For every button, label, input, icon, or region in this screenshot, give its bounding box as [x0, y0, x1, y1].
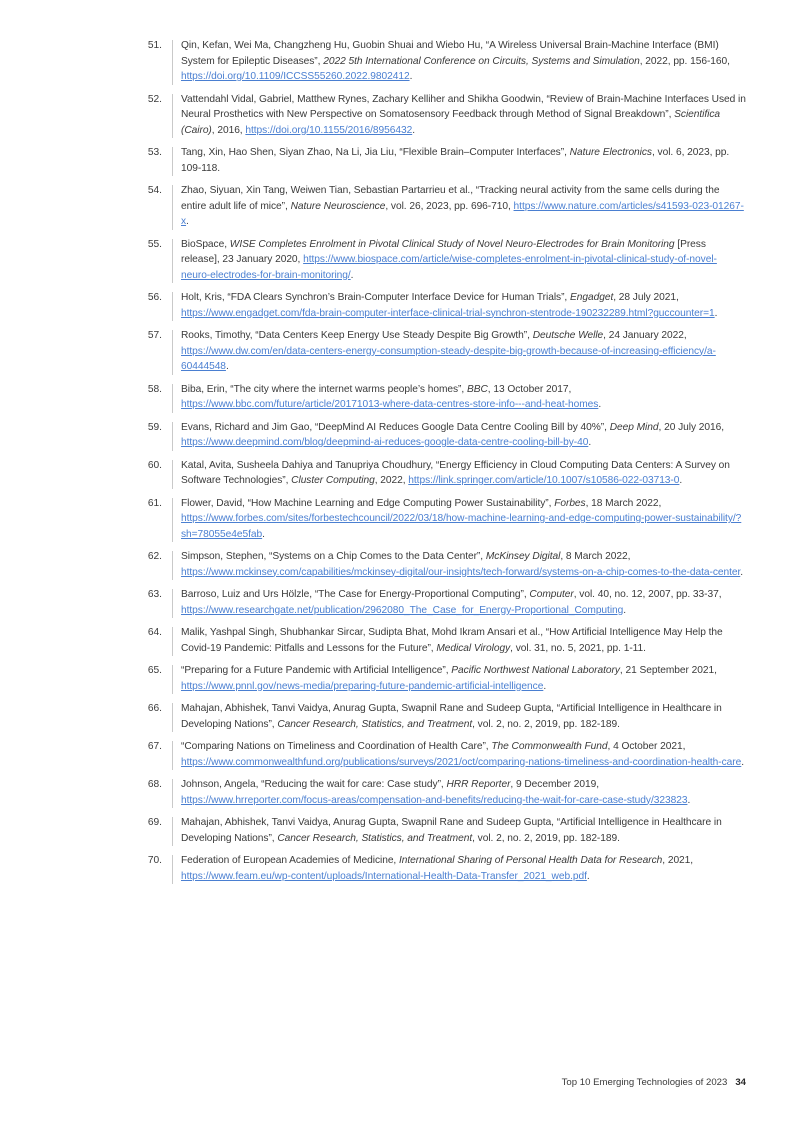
reference-item	[0, 777, 793, 808]
reference-text	[173, 549, 746, 580]
reference-link[interactable]: https://www.researchgate.net/publication/2962080_The_Case_for_Energy-Proportional_Computing	[181, 604, 624, 616]
reference-text-segment: , 20 July 2016,	[658, 421, 725, 433]
reference-text	[173, 739, 746, 770]
reference-text	[173, 420, 746, 451]
reference-item	[0, 549, 793, 580]
reference-text-segment: Holt, Kris, “FDA Clears Synchron’s Brain-Computer Interface Device for Human Trials”,	[181, 292, 570, 303]
reference-source-title: Medical Virology	[436, 642, 511, 654]
reference-text-segment: .	[350, 269, 354, 281]
reference-text-segment: , 18 March 2022,	[585, 497, 662, 509]
reference-number: 69.	[147, 817, 162, 828]
reference-text-segment: Flower, David, “How Machine Learning and Edge Computing Power Sustainability”,	[181, 497, 555, 509]
reference-number: 63.	[147, 589, 162, 600]
reference-link[interactable]: https://www.pnnl.gov/news-media/preparing-future-pandemic-artificial-intelligence	[181, 680, 544, 692]
reference-text-segment: .	[623, 604, 627, 616]
reference-number: 56.	[147, 292, 162, 303]
reference-text-segment: Malik, Yashpal Singh, Shubhankar Sircar, Sudipta Bhat, Mohd Ikram Ansari et al., “How Artificial Intelligence May Help the Covid-19 Pandemic: Pitfalls and Lessons for the Future”,	[181, 627, 723, 654]
reference-item	[0, 739, 793, 770]
reference-source-title: Cluster Computing	[291, 475, 375, 486]
reference-text-segment: BioSpace,	[181, 238, 230, 250]
reference-number: 65.	[147, 665, 162, 676]
reference-source-title: Nature Electronics	[569, 147, 652, 158]
reference-text	[173, 701, 746, 732]
reference-text-segment: .	[687, 794, 691, 806]
reference-source-title: Engadget	[570, 292, 614, 303]
reference-link[interactable]: https://doi.org/10.1109/ICCSS55260.2022.9802412	[181, 71, 410, 82]
reference-text-segment: .	[740, 566, 744, 578]
reference-number: 53.	[147, 147, 162, 158]
reference-item	[0, 145, 793, 176]
reference-number: 62.	[147, 551, 162, 562]
reference-text-segment: , vol. 26, 2023, pp. 696-710,	[385, 200, 514, 212]
reference-number: 54.	[147, 185, 162, 196]
reference-text-segment: , 2016,	[211, 124, 246, 136]
reference-text-segment: , 21 September 2021,	[619, 665, 717, 676]
reference-number: 57.	[147, 330, 162, 341]
reference-text	[173, 815, 746, 846]
reference-item	[0, 328, 793, 375]
reference-item	[0, 237, 793, 284]
reference-text-segment: .	[409, 71, 413, 82]
reference-text-segment: .	[588, 437, 592, 448]
reference-text-segment: Tang, Xin, Hao Shen, Siyan Zhao, Na Li, Jia Liu, “Flexible Brain–Computer Interfaces”,	[181, 147, 570, 158]
reference-text	[173, 382, 746, 413]
reference-source-title: Cancer Research, Statistics, and Treatment	[277, 718, 473, 730]
reference-link[interactable]: https://www.bbc.com/future/article/20171013-where-data-centres-store-info---and-heat-homes	[181, 399, 599, 410]
reference-link[interactable]: https://www.feam.eu/wp-content/uploads/International-Health-Data-Transfer_2021_web.pdf	[181, 870, 587, 882]
reference-text-segment: Katal, Avita, Susheela Dahiya and Tanupriya Choudhury, “Energy Efficiency in Cloud Computing Data Centers: A Survey on Software Technologies”,	[181, 459, 730, 486]
reference-text-segment: , 4 October 2021,	[607, 741, 686, 752]
reference-text-segment: , vol. 6, 2023, pp. 109-118.	[181, 147, 730, 174]
reference-text-segment: Johnson, Angela, “Reducing the wait for care: Case study”,	[181, 779, 447, 790]
reference-item	[0, 701, 793, 732]
reference-source-title: Nature Neuroscience	[290, 200, 386, 212]
reference-text-segment: .	[586, 870, 590, 882]
reference-item	[0, 663, 793, 694]
reference-number: 70.	[147, 855, 162, 866]
reference-link[interactable]: https://doi.org/10.1155/2016/8956432	[245, 124, 413, 136]
reference-text-segment: , 2021,	[662, 855, 694, 866]
reference-item	[0, 382, 793, 413]
reference-text-segment: , 2022, pp. 156-160,	[639, 55, 730, 67]
reference-item	[0, 290, 793, 321]
reference-number: 52.	[147, 93, 162, 105]
reference-text	[173, 328, 746, 375]
reference-link[interactable]: https://www.engadget.com/fda-brain-computer-interface-clinical-trial-synchron-stentrode-190232289.html?guccounter=1	[181, 307, 715, 319]
reference-text	[173, 458, 746, 489]
reference-link[interactable]: https://link.springer.com/article/10.1007/s10586-022-03713-0	[408, 475, 680, 486]
reference-number: 59.	[147, 421, 162, 433]
reference-item	[0, 815, 793, 846]
reference-text-segment: “Preparing for a Future Pandemic with Artificial Intelligence”,	[181, 665, 452, 676]
reference-text-segment: , vol. 40, no. 12, 2007, pp. 33-37,	[573, 589, 722, 600]
reference-text-segment: , 24 January 2022,	[603, 330, 687, 341]
reference-source-title: 2022 5th International Conference on Circuits, Systems and Simulation	[323, 55, 640, 67]
reference-item	[0, 587, 793, 618]
reference-text-segment: .	[679, 475, 683, 486]
reference-text-segment: .	[412, 124, 415, 136]
reference-text	[173, 853, 746, 884]
reference-text	[173, 625, 746, 656]
footer-report-title: Top 10 Emerging Technologies of 2023	[561, 1077, 728, 1088]
reference-list	[0, 38, 793, 891]
reference-number: 66.	[147, 703, 162, 714]
reference-text-segment: .	[262, 528, 265, 540]
reference-number: 61.	[147, 497, 162, 509]
reference-text-segment: Vattendahl Vidal, Gabriel, Matthew Rynes, Zachary Kelliher and Shikha Goodwin, “Review of Brain-Machine Interfaces Used in Neural Prosthetics with New Perspective on Somatosensory Feedback through Method of Signal Breakdown”,	[181, 93, 746, 120]
reference-item	[0, 38, 793, 85]
reference-text-segment: Simpson, Stephen, “Systems on a Chip Comes to the Data Center”,	[181, 551, 486, 562]
reference-source-title: BBC	[466, 383, 488, 395]
reference-source-title: Pacific Northwest National Laboratory	[451, 665, 620, 676]
reference-link[interactable]: https://www.forbes.com/sites/forbestechcouncil/2022/03/18/how-machine-learning-and-edge-computing-power-sustainability/?sh=78055e4e5fab	[181, 513, 742, 540]
reference-text-segment: , vol. 31, no. 5, 2021, pp. 1-11.	[510, 642, 646, 654]
reference-link[interactable]: https://www.nature.com/articles/s41593-023-01267-x	[181, 200, 744, 227]
reference-text	[173, 496, 746, 543]
page-number: 34	[735, 1077, 746, 1088]
reference-text-segment: Mahajan, Abhishek, Tanvi Vaidya, Anurag Gupta, Swapnil Rane and Sudeep Gupta, “Artificial Intelligence in Healthcare in Developing Nations”,	[181, 817, 722, 844]
reference-text-segment: .	[543, 680, 547, 692]
reference-item	[0, 92, 793, 139]
reference-item	[0, 853, 793, 884]
page-footer	[562, 1077, 746, 1088]
reference-link[interactable]: https://www.mckinsey.com/capabilities/mckinsey-digital/our-insights/tech-forward/systems-on-a-chip-comes-to-the-data-center	[181, 566, 741, 578]
reference-text-segment: Mahajan, Abhishek, Tanvi Vaidya, Anurag Gupta, Swapnil Rane and Sudeep Gupta, “Artificial Intelligence in Healthcare in Developing Nations”,	[181, 703, 722, 730]
reference-item	[0, 420, 793, 451]
reference-text-segment: Zhao, Siyuan, Xin Tang, Weiwen Tian, Sebastian Partarrieu et al., “Tracking neural activity from the same cells during the entire adult life of mice”,	[181, 185, 720, 212]
reference-text-segment: .	[741, 756, 745, 768]
reference-source-title: International Sharing of Personal Health Data for Research	[399, 855, 663, 866]
reference-number: 68.	[147, 779, 162, 790]
reference-text-segment: .	[714, 307, 718, 319]
reference-text-segment: Qin, Kefan, Wei Ma, Changzheng Hu, Guobin Shuai and Wiebo Hu, “A Wireless Universal Brain-Machine Interface (BMI) System for Epileptic Diseases”,	[181, 40, 719, 67]
reference-source-title: McKinsey Digital	[485, 551, 561, 562]
reference-text	[173, 587, 746, 618]
reference-source-title: Deutsche Welle	[532, 330, 604, 341]
reference-text-segment: “Comparing Nations on Timeliness and Coordination of Health Care”,	[181, 741, 492, 752]
reference-text	[173, 145, 746, 176]
reference-text-segment: [Press release], 23 January 2020,	[181, 238, 706, 265]
reference-text	[173, 38, 746, 85]
reference-text-segment: Biba, Erin, “The city where the internet warms people’s homes”,	[181, 383, 467, 395]
reference-source-title: WISE Completes Enrolment in Pivotal Clinical Study of Novel Neuro-Electrodes for Brain Monitoring	[229, 238, 675, 250]
reference-text	[173, 290, 746, 321]
reference-source-title: HRR Reporter	[446, 779, 511, 790]
reference-source-title: The Commonwealth Fund	[491, 741, 608, 752]
reference-text-segment: , vol. 2, no. 2, 2019, pp. 182-189.	[472, 718, 620, 730]
reference-text	[173, 92, 746, 139]
reference-text	[173, 777, 746, 808]
reference-number: 64.	[147, 627, 162, 638]
reference-text-segment: .	[225, 361, 229, 372]
reference-text-segment: .	[598, 399, 602, 410]
reference-text-segment: .	[186, 216, 189, 227]
reference-source-title: Computer	[529, 589, 574, 600]
reference-text-segment: , 9 December 2019,	[510, 779, 599, 790]
reference-link[interactable]: https://www.dw.com/en/data-centers-energy-consumption-steady-despite-big-growth-because-of-increasing-efficiency/a-60444548	[181, 345, 716, 372]
reference-item	[0, 183, 793, 230]
reference-number: 55.	[147, 238, 162, 250]
reference-text-segment: , vol. 2, no. 2, 2019, pp. 182-189.	[472, 832, 620, 844]
reference-source-title: Scientifica (Cairo)	[181, 109, 721, 136]
reference-link[interactable]: https://www.deepmind.com/blog/deepmind-ai-reduces-google-data-centre-cooling-bill-by-40	[181, 437, 589, 448]
reference-link[interactable]: https://www.hrreporter.com/focus-areas/compensation-and-benefits/reducing-the-wait-for-care-case-study/323823	[181, 794, 688, 806]
reference-item	[0, 625, 793, 656]
reference-number: 60.	[147, 459, 162, 471]
reference-link[interactable]: https://www.commonwealthfund.org/publications/surveys/2021/oct/comparing-nations-timeliness-and-coordination-health-care	[181, 756, 742, 768]
reference-text-segment: Federation of European Academies of Medicine,	[181, 855, 399, 866]
reference-item	[0, 496, 793, 543]
reference-text	[173, 237, 746, 284]
reference-source-title: Cancer Research, Statistics, and Treatment	[277, 832, 473, 844]
reference-text-segment: Rooks, Timothy, “Data Centers Keep Energy Use Steady Despite Big Growth”,	[181, 330, 533, 341]
reference-text-segment: , 13 October 2017,	[487, 383, 572, 395]
reference-text-segment: , 8 March 2022,	[560, 551, 631, 562]
reference-text-segment: Barroso, Luiz and Urs Hölzle, “The Case for Energy-Proportional Computing”,	[181, 589, 530, 600]
reference-item	[0, 458, 793, 489]
reference-text-segment: , 28 July 2021,	[613, 292, 679, 303]
reference-source-title: Deep Mind	[609, 421, 659, 433]
reference-text	[173, 663, 746, 694]
reference-link[interactable]: https://www.biospace.com/article/wise-completes-enrolment-in-pivotal-clinical-study-of-novel-neuro-electrodes-for-brain-monitoring/	[181, 254, 717, 281]
reference-number: 67.	[147, 741, 162, 752]
reference-text-segment: Evans, Richard and Jim Gao, “DeepMind AI Reduces Google Data Centre Cooling Bill by 40%”,	[181, 421, 610, 433]
reference-source-title: Forbes	[554, 497, 586, 509]
reference-number: 51.	[147, 40, 162, 51]
reference-number: 58.	[147, 383, 162, 395]
reference-text	[173, 183, 746, 230]
reference-text-segment: , 2022,	[374, 475, 409, 486]
